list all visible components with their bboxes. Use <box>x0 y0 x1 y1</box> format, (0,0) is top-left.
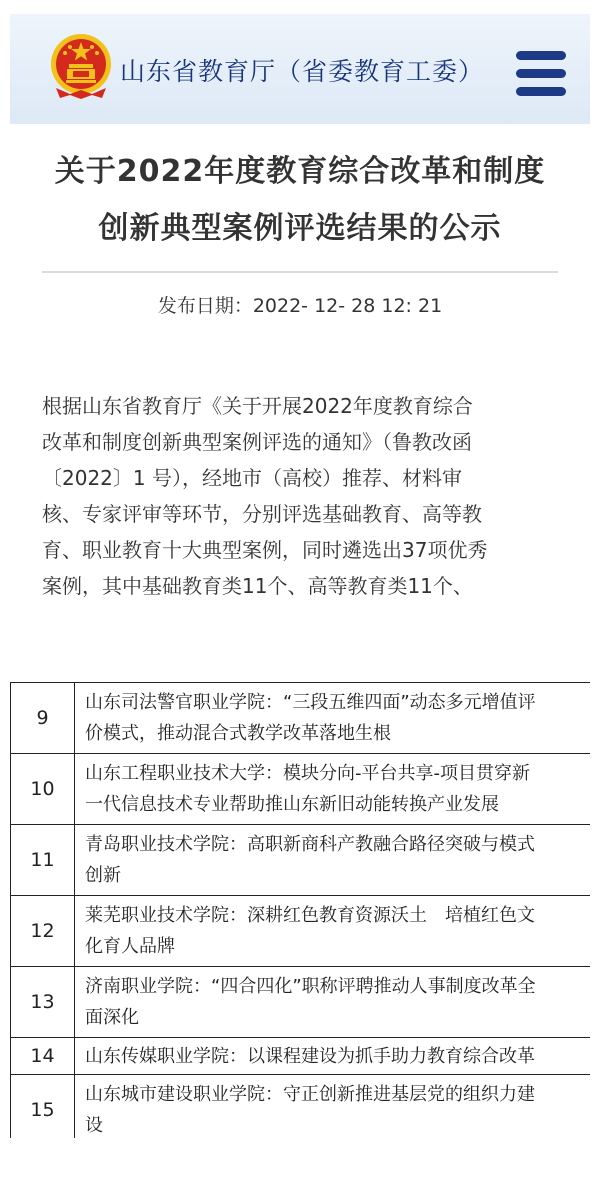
row-number: 11 <box>11 825 75 896</box>
publish-date <box>0 291 600 318</box>
row-content <box>75 825 591 896</box>
row-text: 青岛职业技术学院：高职新商科产教融合路径突破与模式 <box>85 834 535 855</box>
title-divider <box>42 271 558 273</box>
row-number: 15 <box>11 1075 75 1139</box>
body-line: 〔2022〕1 号），经地市（高校）推荐、材料审 <box>42 466 462 490</box>
row-text: 化育人品牌 <box>85 936 175 957</box>
row-number: 10 <box>11 754 75 825</box>
row-content <box>75 754 591 825</box>
row-text: 设 <box>85 1115 103 1136</box>
table-row <box>11 967 591 1038</box>
table-row <box>11 896 591 967</box>
case-list-table[interactable] <box>10 682 590 1138</box>
row-content <box>75 1038 591 1075</box>
table-row <box>11 683 591 754</box>
row-text: 山东司法警官职业学院：“三段五维四面”动态多元增值评 <box>85 692 536 713</box>
row-text: 莱芜职业技术学院：深耕红色教育资源沃土 培植红色文 <box>85 905 535 926</box>
site-title[interactable]: 山东省教育厅（省委教育工委） <box>120 57 485 86</box>
menu-bar <box>516 51 566 60</box>
row-content <box>75 683 591 754</box>
row-number: 13 <box>11 967 75 1038</box>
row-text: 价模式，推动混合式教学改革落地生根 <box>85 723 391 744</box>
row-text: 面深化 <box>85 1007 139 1028</box>
national-emblem-icon[interactable] <box>48 32 114 102</box>
row-content <box>75 896 591 967</box>
table-row <box>11 1075 591 1139</box>
hamburger-menu-icon[interactable] <box>516 51 566 97</box>
row-text: 山东城市建设职业学院：守正创新推进基层党的组织力建 <box>85 1084 535 1105</box>
publish-date-value: 2022- 12- 28 12: 21 <box>252 295 443 317</box>
table-row <box>11 825 591 896</box>
body-line: 案例，其中基础教育类11个、高等教育类11个、 <box>42 574 473 598</box>
article-title-line-1: 关于2022年度教育综合改革和制度 <box>54 154 546 189</box>
row-text: 山东传媒职业学院：以课程建设为抓手助力教育综合改革 <box>85 1045 535 1067</box>
body-line: 改革和制度创新典型案例评选的通知》（鲁教改函 <box>42 430 472 454</box>
row-text: 济南职业学院：“四合四化”职称评聘推动人事制度改革全 <box>85 976 536 997</box>
row-content <box>75 967 591 1038</box>
body-line: 育、职业教育十大典型案例，同时遴选出37项优秀 <box>42 538 488 562</box>
menu-bar <box>516 87 566 96</box>
body-line: 核、专家评审等环节，分别评选基础教育、高等教 <box>42 502 482 526</box>
row-text: 创新 <box>85 865 121 886</box>
menu-bar <box>516 69 566 78</box>
row-number: 14 <box>11 1038 75 1075</box>
table-row <box>11 754 591 825</box>
row-number: 12 <box>11 896 75 967</box>
row-text: 一代信息技术专业帮助推山东新旧动能转换产业发展 <box>85 794 499 815</box>
row-number: 9 <box>11 683 75 754</box>
site-header <box>10 14 590 124</box>
article-body <box>42 388 582 604</box>
body-line: 根据山东省教育厅《关于开展2022年度教育综合 <box>42 394 473 418</box>
table-row <box>11 1038 591 1075</box>
row-content <box>75 1075 591 1139</box>
row-text: 山东工程职业技术大学：模块分向-平台共享-项目贯穿新 <box>85 763 530 784</box>
article-title-line-2: 创新典型案例评选结果的公示 <box>98 211 502 246</box>
publish-date-label: 发布日期： <box>157 295 253 317</box>
